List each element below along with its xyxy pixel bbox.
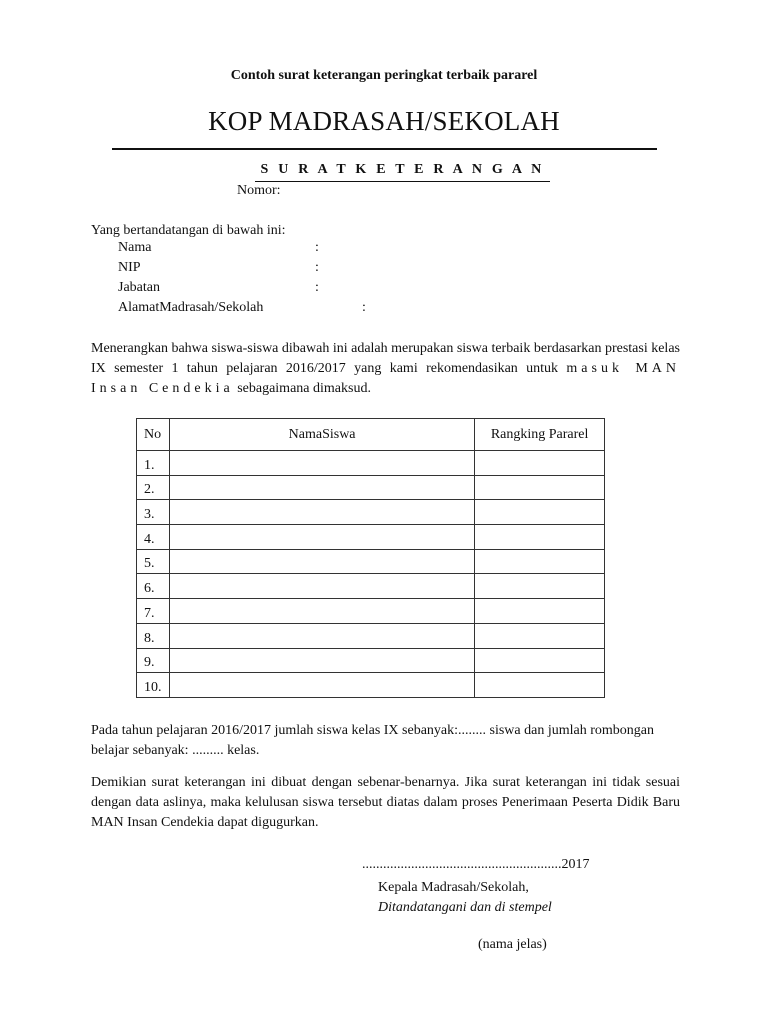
row-number: 4. — [137, 525, 170, 550]
row-number: 3. — [137, 500, 170, 525]
table-row — [137, 549, 605, 574]
field-jabatan-label: Jabatan — [118, 280, 160, 295]
row-name-cell — [169, 475, 474, 500]
row-rank-cell — [475, 451, 605, 476]
signatory-name: (nama jelas) — [478, 937, 547, 952]
field-nip-label: NIP — [118, 260, 141, 275]
table-row — [137, 599, 605, 624]
ranking-table — [136, 418, 605, 698]
letter-number-label: Nomor: — [237, 183, 281, 198]
row-number: 1. — [137, 451, 170, 476]
statement-paragraph — [91, 339, 680, 399]
field-nama-colon: : — [315, 240, 319, 255]
field-nip-colon: : — [315, 260, 319, 275]
row-name-cell — [169, 673, 474, 698]
row-name-cell — [169, 549, 474, 574]
row-rank-cell — [475, 500, 605, 525]
row-number: 7. — [137, 599, 170, 624]
statement-tail: sebagaimana dimaksud. — [233, 381, 371, 396]
row-rank-cell — [475, 525, 605, 550]
row-number: 9. — [137, 648, 170, 673]
table-header-name: NamaSiswa — [169, 419, 474, 451]
field-alamat-label: AlamatMadrasah/Sekolah — [118, 300, 264, 315]
table-row — [137, 451, 605, 476]
intro-text: Yang bertandatangan di bawah ini: — [91, 223, 286, 238]
row-number: 8. — [137, 623, 170, 648]
row-number: 10. — [137, 673, 170, 698]
table-row — [137, 574, 605, 599]
row-number: 5. — [137, 549, 170, 574]
table-header-no: No — [137, 419, 170, 451]
table-row — [137, 475, 605, 500]
statement-text: Menerangkan bahwa siswa-siswa dibawah ini adalah merupakan siswa terbaik berdasarkan prestasi kelas IX semester 1 tahun pelajaran 2016/2017 yang kami rekomendasikan untuk — [91, 341, 680, 376]
signatory-title: Kepala Madrasah/Sekolah, — [378, 880, 529, 895]
statement-school-name: masuk MAN Insan Cendekia — [91, 361, 680, 396]
letter-title-underline — [255, 181, 550, 182]
row-number: 6. — [137, 574, 170, 599]
table-row — [137, 623, 605, 648]
table-row — [137, 525, 605, 550]
table-header-row — [137, 419, 605, 451]
field-alamat-colon: : — [362, 300, 366, 315]
row-rank-cell — [475, 574, 605, 599]
row-rank-cell — [475, 599, 605, 624]
row-rank-cell — [475, 623, 605, 648]
row-rank-cell — [475, 673, 605, 698]
table-row — [137, 648, 605, 673]
letter-title: S U R A T K E T E R A N G A N — [260, 162, 545, 177]
field-nama-label: Nama — [118, 240, 152, 255]
table-header-rank: Rangking Pararel — [475, 419, 605, 451]
row-number: 2. — [137, 475, 170, 500]
row-name-cell — [169, 648, 474, 673]
field-jabatan-colon: : — [315, 280, 319, 295]
date-line: .........................................................2017 — [362, 857, 590, 872]
row-name-cell — [169, 623, 474, 648]
closing-paragraph: Demikian surat keterangan ini dibuat dengan sebenar-benarnya. Jika surat keterangan ini tidak sesuai dengan data aslinya, maka kelulusan siswa tersebut diatas dalam proses Penerimaan Peserta Didik Baru MAN Insan Cendekia dapat digugurkan. — [91, 775, 680, 830]
row-rank-cell — [475, 475, 605, 500]
row-name-cell — [169, 574, 474, 599]
signature-note: Ditandatangani dan di stempel — [378, 900, 552, 915]
letterhead-divider — [112, 148, 657, 150]
row-rank-cell — [475, 648, 605, 673]
table-row — [137, 673, 605, 698]
row-name-cell — [169, 599, 474, 624]
row-name-cell — [169, 500, 474, 525]
table-row — [137, 500, 605, 525]
student-count-paragraph: Pada tahun pelajaran 2016/2017 jumlah siswa kelas IX sebanyak:........ siswa dan jumlah rombongan belajar sebanyak: ......... kelas. — [91, 723, 654, 758]
row-rank-cell — [475, 549, 605, 574]
letterhead-title: KOP MADRASAH/SEKOLAH — [208, 106, 560, 136]
row-name-cell — [169, 451, 474, 476]
row-name-cell — [169, 525, 474, 550]
document-caption: Contoh surat keterangan peringkat terbaik pararel — [230, 68, 538, 83]
